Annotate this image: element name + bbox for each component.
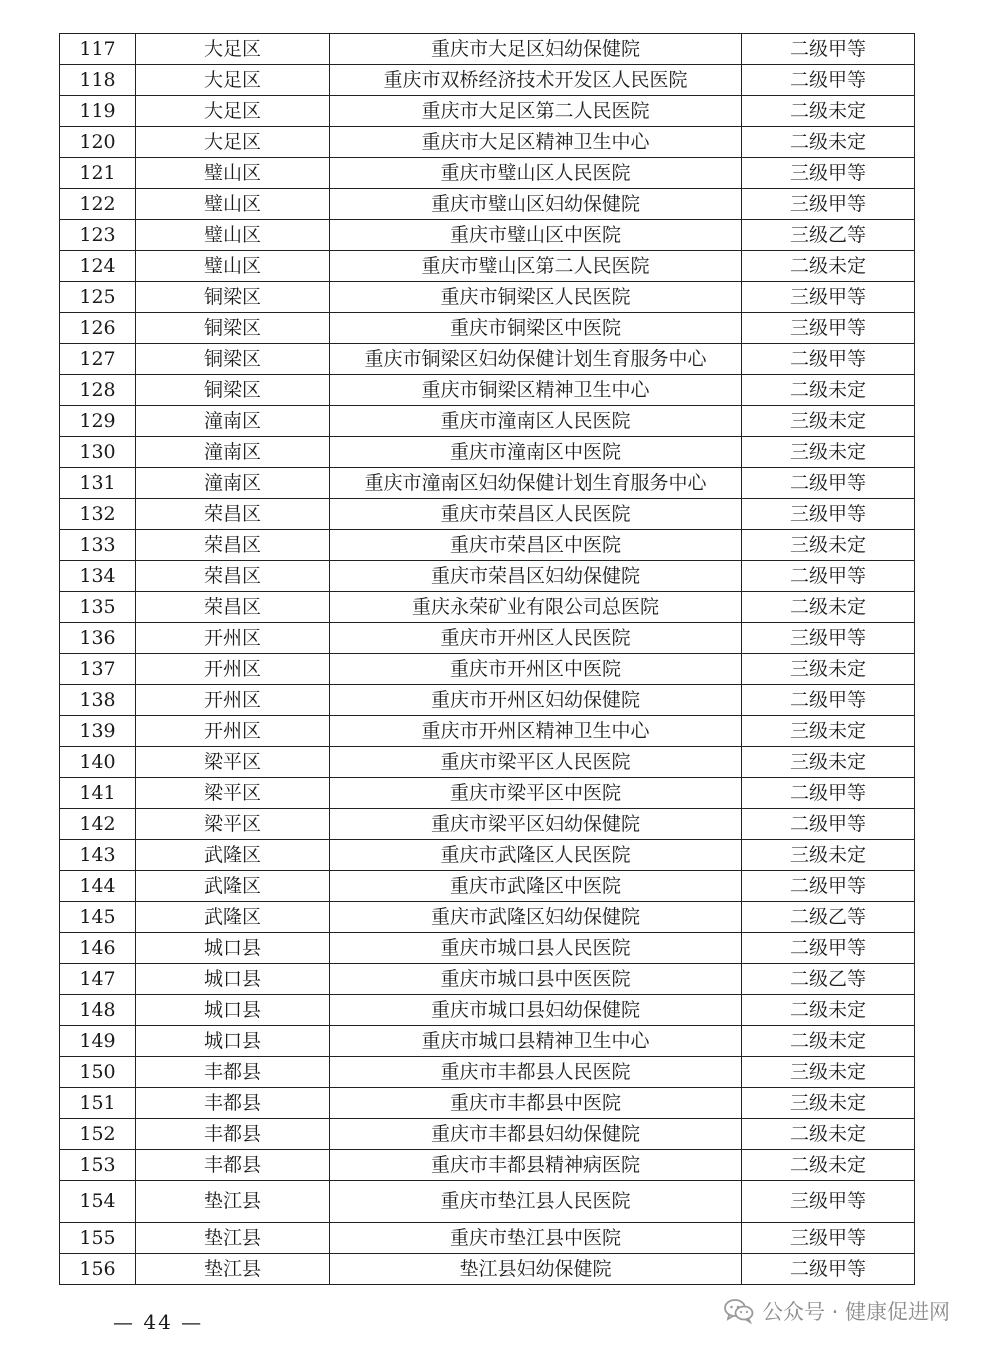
- hospital-level-cell: 二级甲等: [742, 344, 915, 375]
- row-number-cell: 130: [60, 437, 136, 468]
- district-cell: 垫江县: [136, 1223, 330, 1254]
- table-row: [60, 437, 915, 468]
- district-cell: 璧山区: [136, 158, 330, 189]
- hospital-level-cell: 三级甲等: [742, 623, 915, 654]
- row-number-cell: 134: [60, 561, 136, 592]
- district-cell: 铜梁区: [136, 375, 330, 406]
- row-number-cell: 155: [60, 1223, 136, 1254]
- row-number-cell: 145: [60, 902, 136, 933]
- table-row: [60, 995, 915, 1026]
- table-row: [60, 344, 915, 375]
- row-number-cell: 127: [60, 344, 136, 375]
- row-number-cell: 133: [60, 530, 136, 561]
- district-cell: 铜梁区: [136, 282, 330, 313]
- row-number-cell: 153: [60, 1150, 136, 1181]
- district-cell: 璧山区: [136, 220, 330, 251]
- hospital-name-cell: 重庆市开州区人民医院: [330, 623, 742, 654]
- table-row: [60, 561, 915, 592]
- hospital-level-cell: 三级甲等: [742, 1223, 915, 1254]
- district-cell: 璧山区: [136, 251, 330, 282]
- table-row: [60, 499, 915, 530]
- row-number-cell: 122: [60, 189, 136, 220]
- row-number-cell: 138: [60, 685, 136, 716]
- hospital-name-cell: 重庆市梁平区妇幼保健院: [330, 809, 742, 840]
- hospital-name-cell: 重庆市梁平区人民医院: [330, 747, 742, 778]
- hospital-name-cell: 重庆市双桥经济技术开发区人民医院: [330, 65, 742, 96]
- row-number-cell: 120: [60, 127, 136, 158]
- hospital-level-cell: 二级甲等: [742, 34, 915, 65]
- hospital-level-cell: 二级未定: [742, 251, 915, 282]
- row-number-cell: 146: [60, 933, 136, 964]
- district-cell: 荣昌区: [136, 561, 330, 592]
- hospital-level-cell: 二级甲等: [742, 561, 915, 592]
- table-row: [60, 96, 915, 127]
- hospital-name-cell: 重庆市武隆区中医院: [330, 871, 742, 902]
- hospital-level-cell: 二级甲等: [742, 468, 915, 499]
- table-row: [60, 685, 915, 716]
- row-number-cell: 150: [60, 1057, 136, 1088]
- district-cell: 城口县: [136, 964, 330, 995]
- hospital-name-cell: 重庆市垫江县中医院: [330, 1223, 742, 1254]
- hospital-name-cell: 重庆市城口县中医医院: [330, 964, 742, 995]
- row-number-cell: 136: [60, 623, 136, 654]
- table-row: [60, 809, 915, 840]
- hospital-name-cell: 重庆市璧山区妇幼保健院: [330, 189, 742, 220]
- hospital-level-cell: 三级甲等: [742, 313, 915, 344]
- hospital-name-cell: 重庆市开州区妇幼保健院: [330, 685, 742, 716]
- hospital-level-cell: 二级甲等: [742, 933, 915, 964]
- hospital-level-cell: 二级未定: [742, 1119, 915, 1150]
- hospital-name-cell: 重庆市铜梁区精神卫生中心: [330, 375, 742, 406]
- hospital-level-cell: 三级未定: [742, 406, 915, 437]
- hospital-name-cell: 重庆市璧山区人民医院: [330, 158, 742, 189]
- hospital-level-cell: 二级甲等: [742, 1254, 915, 1285]
- table-row: [60, 1181, 915, 1223]
- table-row: [60, 65, 915, 96]
- hospital-level-cell: 三级未定: [742, 1088, 915, 1119]
- district-cell: 铜梁区: [136, 313, 330, 344]
- district-cell: 开州区: [136, 623, 330, 654]
- hospital-level-cell: 二级未定: [742, 127, 915, 158]
- hospital-name-cell: 重庆市荣昌区中医院: [330, 530, 742, 561]
- hospital-name-cell: 重庆市大足区第二人民医院: [330, 96, 742, 127]
- hospital-name-cell: 重庆市潼南区人民医院: [330, 406, 742, 437]
- table-row: [60, 375, 915, 406]
- table-row: [60, 1119, 915, 1150]
- hospital-name-cell: 重庆市丰都县精神病医院: [330, 1150, 742, 1181]
- hospital-name-cell: 重庆市开州区精神卫生中心: [330, 716, 742, 747]
- row-number-cell: 121: [60, 158, 136, 189]
- hospital-level-cell: 二级乙等: [742, 964, 915, 995]
- row-number-cell: 132: [60, 499, 136, 530]
- table-row: [60, 964, 915, 995]
- row-number-cell: 131: [60, 468, 136, 499]
- table-row: [60, 127, 915, 158]
- row-number-cell: 129: [60, 406, 136, 437]
- row-number-cell: 139: [60, 716, 136, 747]
- district-cell: 梁平区: [136, 809, 330, 840]
- hospital-level-cell: 二级甲等: [742, 65, 915, 96]
- table-row: [60, 251, 915, 282]
- hospital-name-cell: 重庆市武隆区人民医院: [330, 840, 742, 871]
- hospital-name-cell: 重庆永荣矿业有限公司总医院: [330, 592, 742, 623]
- hospital-name-cell: 重庆市垫江县人民医院: [330, 1181, 742, 1223]
- row-number-cell: 142: [60, 809, 136, 840]
- hospital-level-cell: 二级甲等: [742, 809, 915, 840]
- hospital-level-cell: 二级未定: [742, 1150, 915, 1181]
- district-cell: 荣昌区: [136, 592, 330, 623]
- row-number-cell: 124: [60, 251, 136, 282]
- row-number-cell: 125: [60, 282, 136, 313]
- table-row: [60, 1223, 915, 1254]
- hospital-table-body: [60, 34, 915, 1285]
- district-cell: 开州区: [136, 685, 330, 716]
- hospital-level-cell: 三级未定: [742, 716, 915, 747]
- row-number-cell: 123: [60, 220, 136, 251]
- hospital-name-cell: 重庆市璧山区中医院: [330, 220, 742, 251]
- table-row: [60, 1088, 915, 1119]
- hospital-table: [59, 33, 915, 1285]
- hospital-level-cell: 二级未定: [742, 375, 915, 406]
- hospital-level-cell: 二级未定: [742, 1026, 915, 1057]
- row-number-cell: 144: [60, 871, 136, 902]
- table-row: [60, 406, 915, 437]
- district-cell: 梁平区: [136, 747, 330, 778]
- hospital-name-cell: 重庆市潼南区中医院: [330, 437, 742, 468]
- hospital-level-cell: 三级甲等: [742, 499, 915, 530]
- district-cell: 大足区: [136, 65, 330, 96]
- hospital-level-cell: 三级甲等: [742, 1181, 915, 1223]
- hospital-level-cell: 三级未定: [742, 840, 915, 871]
- hospital-name-cell: 重庆市城口县妇幼保健院: [330, 995, 742, 1026]
- district-cell: 垫江县: [136, 1254, 330, 1285]
- hospital-level-cell: 三级甲等: [742, 282, 915, 313]
- row-number-cell: 128: [60, 375, 136, 406]
- watermark: [724, 1296, 950, 1326]
- hospital-level-cell: 三级甲等: [742, 158, 915, 189]
- row-number-cell: 143: [60, 840, 136, 871]
- row-number-cell: 117: [60, 34, 136, 65]
- row-number-cell: 140: [60, 747, 136, 778]
- hospital-name-cell: 垫江县妇幼保健院: [330, 1254, 742, 1285]
- hospital-name-cell: 重庆市大足区精神卫生中心: [330, 127, 742, 158]
- district-cell: 大足区: [136, 127, 330, 158]
- hospital-level-cell: 二级甲等: [742, 685, 915, 716]
- hospital-name-cell: 重庆市荣昌区妇幼保健院: [330, 561, 742, 592]
- district-cell: 开州区: [136, 716, 330, 747]
- table-row: [60, 778, 915, 809]
- hospital-name-cell: 重庆市开州区中医院: [330, 654, 742, 685]
- district-cell: 丰都县: [136, 1150, 330, 1181]
- table-row: [60, 840, 915, 871]
- row-number-cell: 137: [60, 654, 136, 685]
- district-cell: 铜梁区: [136, 344, 330, 375]
- row-number-cell: 151: [60, 1088, 136, 1119]
- district-cell: 潼南区: [136, 468, 330, 499]
- table-row: [60, 468, 915, 499]
- table-row: [60, 220, 915, 251]
- hospital-name-cell: 重庆市城口县人民医院: [330, 933, 742, 964]
- district-cell: 荣昌区: [136, 499, 330, 530]
- hospital-level-cell: 二级未定: [742, 96, 915, 127]
- district-cell: 丰都县: [136, 1119, 330, 1150]
- table-row: [60, 1057, 915, 1088]
- district-cell: 武隆区: [136, 840, 330, 871]
- table-row: [60, 902, 915, 933]
- district-cell: 武隆区: [136, 871, 330, 902]
- district-cell: 开州区: [136, 654, 330, 685]
- district-cell: 丰都县: [136, 1057, 330, 1088]
- hospital-level-cell: 二级乙等: [742, 902, 915, 933]
- district-cell: 城口县: [136, 995, 330, 1026]
- table-row: [60, 592, 915, 623]
- district-cell: 城口县: [136, 933, 330, 964]
- hospital-name-cell: 重庆市铜梁区中医院: [330, 313, 742, 344]
- hospital-name-cell: 重庆市丰都县妇幼保健院: [330, 1119, 742, 1150]
- hospital-name-cell: 重庆市城口县精神卫生中心: [330, 1026, 742, 1057]
- table-row: [60, 313, 915, 344]
- hospital-name-cell: 重庆市铜梁区妇幼保健计划生育服务中心: [330, 344, 742, 375]
- table-row: [60, 282, 915, 313]
- district-cell: 潼南区: [136, 437, 330, 468]
- hospital-name-cell: 重庆市荣昌区人民医院: [330, 499, 742, 530]
- row-number-cell: 147: [60, 964, 136, 995]
- page-number: — 44 —: [113, 1310, 204, 1334]
- hospital-level-cell: 三级甲等: [742, 189, 915, 220]
- row-number-cell: 126: [60, 313, 136, 344]
- hospital-level-cell: 二级未定: [742, 592, 915, 623]
- table-row: [60, 530, 915, 561]
- row-number-cell: 156: [60, 1254, 136, 1285]
- table-row: [60, 34, 915, 65]
- wechat-icon: [724, 1298, 754, 1324]
- hospital-level-cell: 三级乙等: [742, 220, 915, 251]
- district-cell: 大足区: [136, 34, 330, 65]
- watermark-text: 公众号 · 健康促进网: [761, 1300, 950, 1324]
- table-row: [60, 623, 915, 654]
- table-row: [60, 1026, 915, 1057]
- district-cell: 武隆区: [136, 902, 330, 933]
- hospital-level-cell: 三级未定: [742, 437, 915, 468]
- hospital-name-cell: 重庆市璧山区第二人民医院: [330, 251, 742, 282]
- district-cell: 垫江县: [136, 1181, 330, 1223]
- hospital-level-cell: 三级未定: [742, 1057, 915, 1088]
- hospital-level-cell: 三级未定: [742, 654, 915, 685]
- row-number-cell: 149: [60, 1026, 136, 1057]
- table-row: [60, 189, 915, 220]
- hospital-name-cell: 重庆市铜梁区人民医院: [330, 282, 742, 313]
- table-row: [60, 1150, 915, 1181]
- row-number-cell: 152: [60, 1119, 136, 1150]
- table-row: [60, 716, 915, 747]
- hospital-name-cell: 重庆市梁平区中医院: [330, 778, 742, 809]
- hospital-level-cell: 二级甲等: [742, 778, 915, 809]
- hospital-level-cell: 三级未定: [742, 530, 915, 561]
- hospital-name-cell: 重庆市武隆区妇幼保健院: [330, 902, 742, 933]
- table-row: [60, 871, 915, 902]
- district-cell: 璧山区: [136, 189, 330, 220]
- row-number-cell: 154: [60, 1181, 136, 1223]
- district-cell: 城口县: [136, 1026, 330, 1057]
- row-number-cell: 141: [60, 778, 136, 809]
- hospital-name-cell: 重庆市大足区妇幼保健院: [330, 34, 742, 65]
- row-number-cell: 148: [60, 995, 136, 1026]
- row-number-cell: 119: [60, 96, 136, 127]
- table-row: [60, 158, 915, 189]
- hospital-name-cell: 重庆市潼南区妇幼保健计划生育服务中心: [330, 468, 742, 499]
- district-cell: 丰都县: [136, 1088, 330, 1119]
- table-row: [60, 1254, 915, 1285]
- row-number-cell: 135: [60, 592, 136, 623]
- hospital-level-cell: 二级甲等: [742, 871, 915, 902]
- district-cell: 潼南区: [136, 406, 330, 437]
- hospital-name-cell: 重庆市丰都县中医院: [330, 1088, 742, 1119]
- district-cell: 梁平区: [136, 778, 330, 809]
- table-row: [60, 654, 915, 685]
- hospital-name-cell: 重庆市丰都县人民医院: [330, 1057, 742, 1088]
- hospital-level-cell: 三级未定: [742, 747, 915, 778]
- hospital-level-cell: 二级未定: [742, 995, 915, 1026]
- district-cell: 荣昌区: [136, 530, 330, 561]
- row-number-cell: 118: [60, 65, 136, 96]
- district-cell: 大足区: [136, 96, 330, 127]
- table-row: [60, 933, 915, 964]
- table-row: [60, 747, 915, 778]
